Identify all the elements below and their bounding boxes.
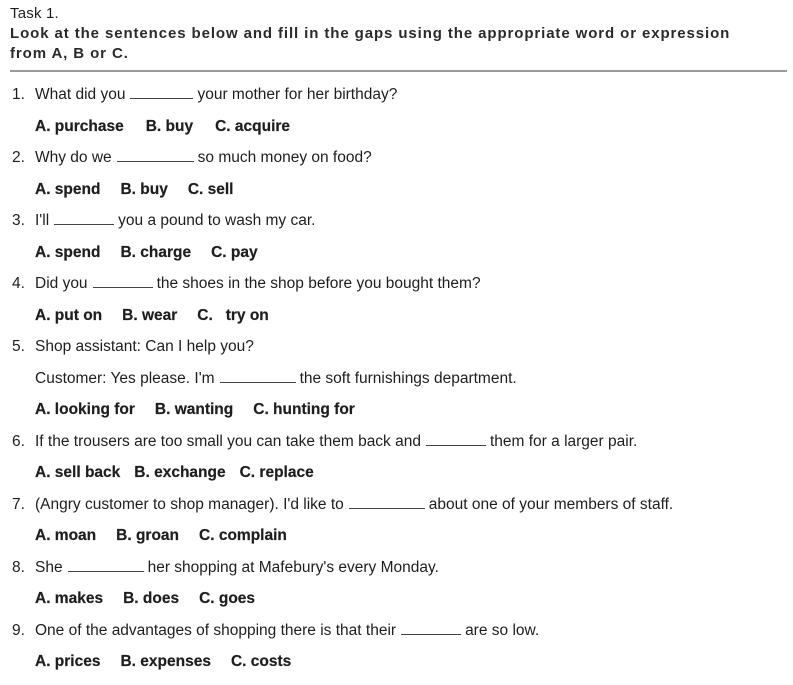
question-text-after: them for a larger pair.: [489, 432, 638, 450]
option-a[interactable]: A. spend: [35, 243, 101, 261]
option-b[interactable]: B. expenses: [120, 653, 211, 670]
question-number: 6.: [12, 432, 25, 450]
gap-blank[interactable]: [349, 494, 425, 509]
gap-blank[interactable]: [130, 84, 193, 99]
question-text-before: (Angry customer to shop manager). I'd like to: [35, 495, 344, 513]
gap-blank[interactable]: [54, 210, 114, 225]
question-number: 3.: [12, 212, 25, 229]
question-text-after: about one of your members of staff.: [428, 495, 674, 513]
option-a[interactable]: A. spend: [35, 180, 101, 198]
question-6: [12, 431, 787, 463]
option-b[interactable]: B. exchange: [134, 464, 226, 481]
question-number: 2.: [12, 149, 25, 166]
option-b[interactable]: B. does: [123, 590, 180, 607]
question-number: 1.: [12, 86, 25, 103]
gap-blank[interactable]: [68, 557, 144, 572]
options-3: [12, 242, 787, 274]
option-a[interactable]: A. moan: [35, 527, 97, 544]
question-8: [12, 557, 787, 589]
question-list: [12, 84, 787, 683]
question-text-after: are so low.: [465, 621, 540, 639]
question-number: 9.: [12, 621, 25, 639]
question-text-line1: Shop assistant: Can I help you?: [35, 338, 254, 355]
option-c[interactable]: C. hunting for: [253, 401, 355, 418]
question-5-continuation: [12, 368, 787, 400]
option-c[interactable]: C. try on: [197, 306, 269, 324]
option-a[interactable]: A. makes: [35, 590, 104, 607]
gap-blank[interactable]: [220, 368, 296, 383]
question-text-before: Customer: Yes please. I'm: [35, 369, 215, 387]
option-c[interactable]: C. goes: [199, 590, 256, 607]
option-c[interactable]: C. pay: [211, 243, 258, 261]
option-a[interactable]: A. put on: [35, 306, 103, 324]
options-4: [12, 305, 787, 337]
gap-blank[interactable]: [117, 147, 194, 162]
question-number: 5.: [12, 338, 25, 355]
question-text-before: Did you: [35, 275, 88, 292]
option-c[interactable]: C. acquire: [215, 117, 291, 135]
option-c[interactable]: C. costs: [230, 653, 292, 670]
option-c[interactable]: C. complain: [199, 527, 287, 544]
option-b[interactable]: B. wear: [122, 306, 178, 324]
option-c[interactable]: C. sell: [187, 180, 234, 198]
question-1: [12, 84, 787, 116]
options-7: [12, 525, 787, 557]
options-9: [12, 651, 787, 683]
instructions-line-1: Look at the sentences below and fill in the gaps using the appropriate word or expression: [10, 25, 731, 42]
question-text-before: She: [35, 558, 63, 576]
question-text-after: you a pound to wash my car.: [118, 212, 316, 229]
options-6: [12, 462, 787, 494]
gap-blank[interactable]: [401, 620, 461, 635]
question-text-after: your mother for her birthday?: [197, 86, 398, 103]
options-5: [12, 399, 787, 431]
question-number: 8.: [12, 558, 25, 576]
question-text-after: her shopping at Mafebury's every Monday.: [147, 558, 439, 576]
question-3: [12, 210, 787, 242]
question-4: [12, 273, 787, 305]
question-2: [12, 147, 787, 179]
option-b[interactable]: B. buy: [145, 117, 194, 135]
task-header: [10, 4, 790, 64]
option-c[interactable]: C. replace: [239, 464, 314, 481]
question-text-before: If the trousers are too small you can take them back and: [35, 432, 421, 450]
question-7: [12, 494, 787, 526]
instructions-line-2: from A, B or C.: [10, 45, 129, 62]
option-a[interactable]: A. looking for: [35, 401, 135, 418]
question-number: 7.: [12, 495, 25, 513]
option-a[interactable]: A. sell back: [35, 464, 121, 481]
option-a[interactable]: A. prices: [35, 653, 101, 670]
question-text-before: What did you: [35, 86, 126, 103]
options-8: [12, 588, 787, 620]
options-1: [12, 116, 787, 148]
option-b[interactable]: B. groan: [116, 527, 180, 544]
gap-blank[interactable]: [93, 273, 153, 288]
question-number: 4.: [12, 275, 25, 292]
option-b[interactable]: B. buy: [120, 180, 168, 198]
question-text-after: the soft furnishings department.: [299, 369, 517, 387]
options-2: [12, 179, 787, 211]
gap-blank[interactable]: [426, 431, 486, 446]
question-text-before: Why do we: [35, 149, 112, 166]
question-text-after: the shoes in the shop before you bought them?: [156, 275, 481, 292]
option-b[interactable]: B. charge: [120, 243, 192, 261]
divider-rule: [10, 70, 787, 72]
question-5: [12, 336, 787, 368]
question-text-after: so much money on food?: [197, 149, 372, 166]
question-9: [12, 620, 787, 652]
option-b[interactable]: B. wanting: [154, 401, 234, 418]
question-text-before: One of the advantages of shopping there is that their: [35, 621, 397, 639]
option-a[interactable]: A. purchase: [35, 117, 124, 135]
task-title: Task 1.: [10, 5, 59, 22]
question-text-before: I'll: [35, 212, 50, 229]
